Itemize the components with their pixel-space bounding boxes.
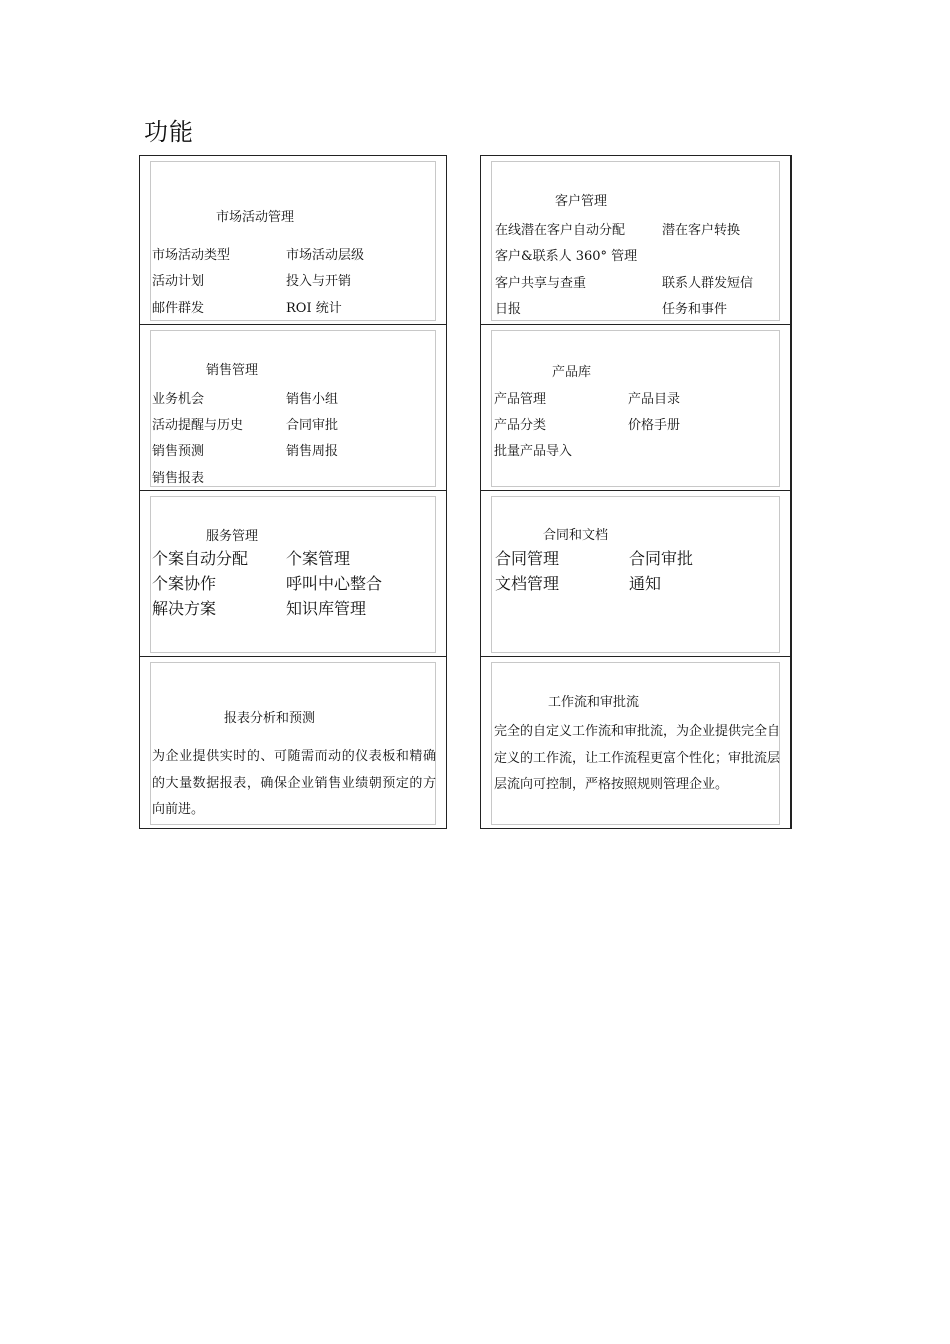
section-contracts: [481, 491, 790, 657]
feature-item: 合同审批: [286, 418, 339, 433]
feature-item: 产品目录: [628, 392, 681, 407]
section-title-reports: 报表分析和预测: [224, 711, 316, 726]
section-title-marketing: 市场活动管理: [216, 210, 295, 225]
feature-item: 客户共享与查重: [495, 276, 587, 291]
section-title-contracts: 合同和文档: [543, 528, 609, 543]
section-title-workflow: 工作流和审批流: [548, 695, 640, 710]
feature-item: 合同管理: [495, 549, 560, 568]
feature-item: 通知: [629, 574, 662, 593]
section-title-sales: 销售管理: [206, 363, 259, 378]
feature-item: 产品分类: [494, 418, 547, 433]
feature-item: 潜在客户转换: [662, 223, 741, 238]
feature-item: 产品管理: [494, 392, 547, 407]
feature-item: 个案管理: [286, 549, 351, 568]
section-title-service: 服务管理: [206, 529, 259, 544]
section-description-reports: 为企业提供实时的、可随需而动的仪表板和精确的大量数据报表，确保企业销售业绩朝预定的方向前进。: [152, 749, 436, 817]
feature-item: 投入与开销: [286, 274, 352, 289]
feature-item: 市场活动类型: [152, 248, 231, 263]
section-marketing: [140, 156, 446, 325]
feature-item: 文档管理: [495, 574, 560, 593]
feature-item: 呼叫中心整合: [286, 574, 383, 593]
feature-item: 销售报表: [152, 471, 205, 486]
section-title-customer: 客户管理: [555, 194, 608, 209]
feature-item: 邮件群发: [152, 301, 205, 316]
page-title: 功能: [144, 118, 194, 146]
section-customer: [481, 156, 790, 325]
feature-item: 任务和事件: [662, 302, 728, 317]
feature-item: 批量产品导入: [494, 444, 573, 459]
feature-item: 个案协作: [152, 574, 217, 593]
feature-item: ROI 统计: [286, 301, 342, 316]
feature-item: 价格手册: [628, 418, 681, 433]
feature-item: 在线潜在客户自动分配: [495, 223, 626, 238]
feature-item: 活动提醒与历史: [152, 418, 244, 433]
feature-item: 销售预测: [152, 444, 205, 459]
feature-item: 销售周报: [286, 444, 339, 459]
feature-item: 解决方案: [152, 599, 217, 618]
section-workflow: [481, 657, 790, 828]
feature-table-right: [480, 155, 792, 829]
feature-item: 业务机会: [152, 392, 205, 407]
section-reports: [140, 657, 446, 828]
feature-item: 市场活动层级: [286, 248, 365, 263]
section-marketing-frame: [150, 161, 436, 321]
section-description-workflow: 完全的自定义工作流和审批流，为企业提供完全自定义的工作流，让工作流程更富个性化；审批流层层流向可控制，严格按照规则管理企业。: [494, 724, 781, 792]
section-sales: [140, 325, 446, 491]
section-customer-frame: [491, 161, 780, 321]
section-title-products: 产品库: [552, 365, 592, 380]
feature-table-left: [139, 155, 447, 829]
feature-item: 日报: [495, 302, 522, 317]
feature-item: 客户&联系人 360° 管理: [495, 249, 638, 264]
feature-item: 合同审批: [629, 549, 694, 568]
feature-item: 个案自动分配: [152, 549, 249, 568]
feature-item: 联系人群发短信: [662, 276, 754, 291]
feature-item: 活动计划: [152, 274, 205, 289]
feature-item: 知识库管理: [286, 599, 367, 618]
section-products: [481, 325, 790, 491]
section-service: [140, 491, 446, 657]
feature-item: 销售小组: [286, 392, 339, 407]
